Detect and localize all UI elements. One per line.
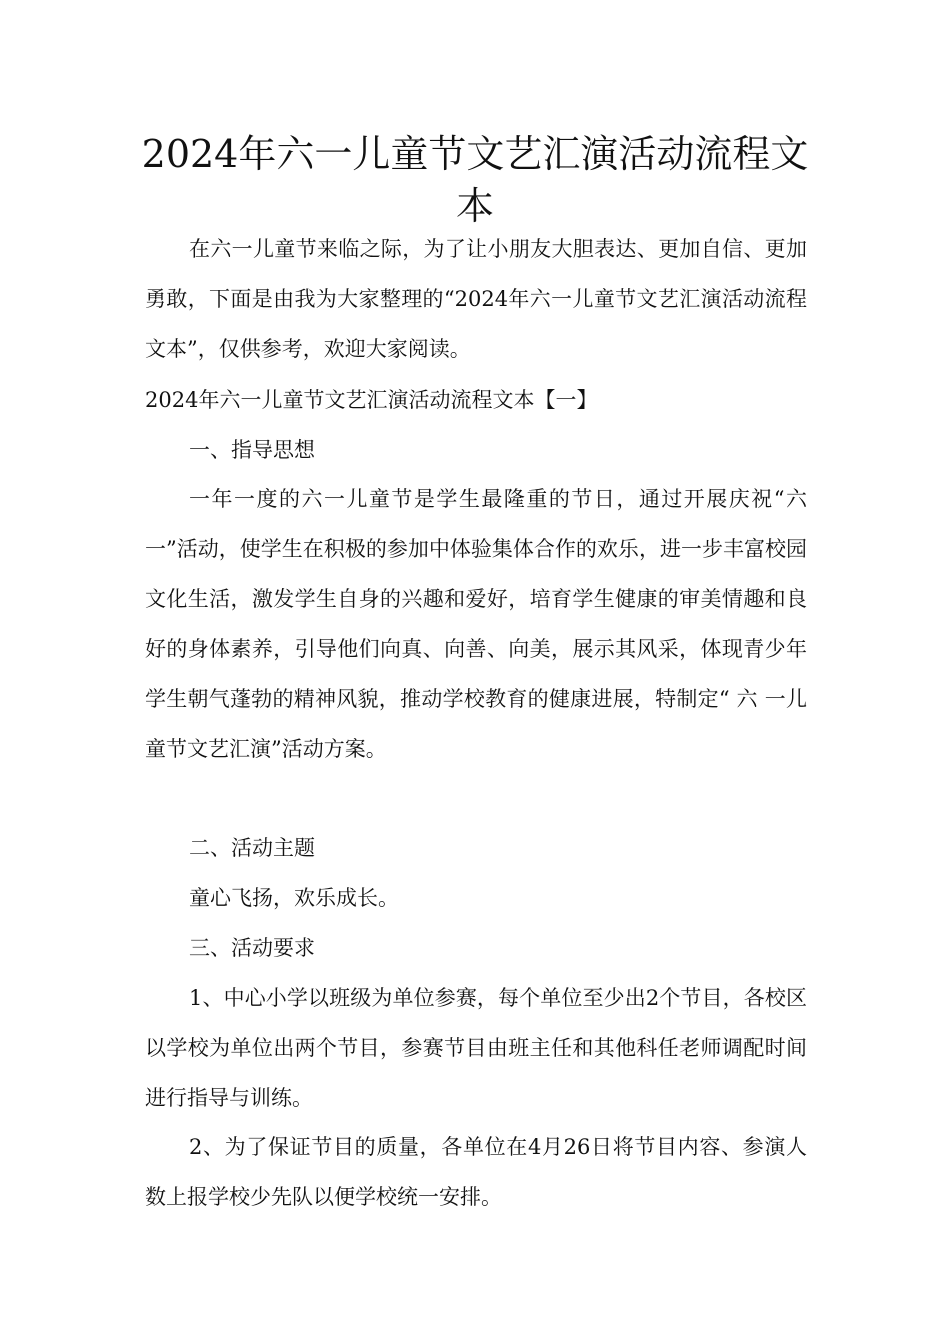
document-title: 2024年六一儿童节文艺汇演活动流程文本 xyxy=(141,132,809,228)
heading-guiding-ideology: 一、指导思想 xyxy=(189,438,315,462)
requirement-2-paragraph: 2、为了保证节目的质量，各单位在4月26日将节目内容、参演人数上报学校少先队以便学校统一安排。 xyxy=(145,1135,807,1209)
section-title: 2024年六一儿童节文艺汇演活动流程文本【一】 xyxy=(145,388,598,412)
intro-paragraph: 在六一儿童节来临之际，为了让小朋友大胆表达、更加自信、更加勇敢，下面是由我为大家整理的“2024年六一儿童节文艺汇演活动流程文本”，仅供参考，欢迎大家阅读。 xyxy=(145,237,807,361)
heading-activity-theme: 二、活动主题 xyxy=(189,836,315,860)
activity-theme-text: 童心飞扬，欢乐成长。 xyxy=(189,886,399,910)
heading-activity-requirements: 三、活动要求 xyxy=(189,936,315,960)
guiding-ideology-paragraph: 一年一度的六一儿童节是学生最隆重的节日，通过开展庆祝“六一”活动，使学生在积极的参加中体验集体合作的欢乐，进一步丰富校园文化生活，激发学生自身的兴趣和爱好，培育学生健康的审美情趣和良好的身体素养，引导他们向真、向善、向美，展示其风采，体现青少年学生朝气蓬勃的精神风貌，推动学校教育的健康进展，特制定“ 六 一儿童节文艺汇演”活动方案。 xyxy=(145,487,807,761)
requirement-1-paragraph: 1、中心小学以班级为单位参赛，每个单位至少出2个节目，各校区以学校为单位出两个节目，参赛节目由班主任和其他科任老师调配时间进行指导与训练。 xyxy=(145,986,807,1110)
